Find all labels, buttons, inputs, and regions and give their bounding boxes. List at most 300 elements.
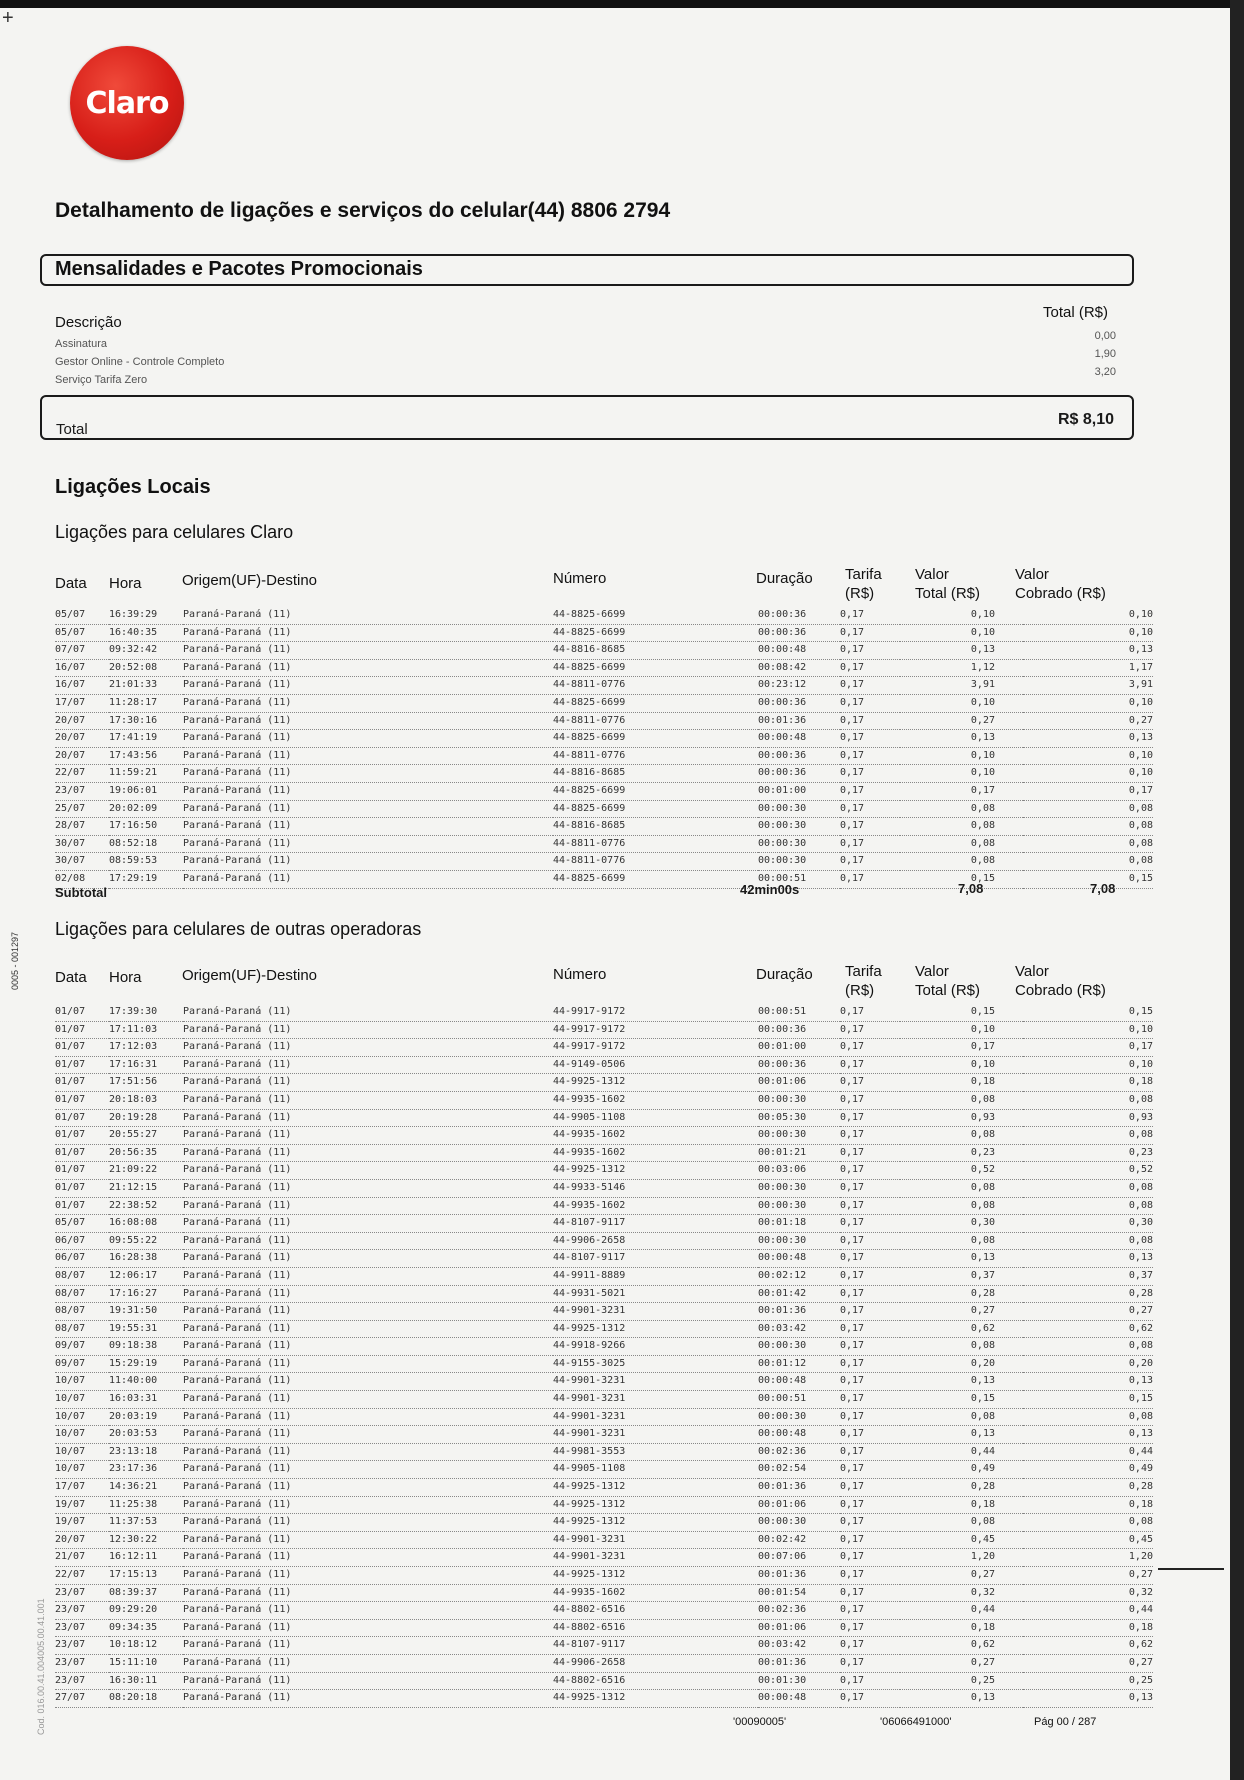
cell-numero: 44-8825-6699: [553, 870, 758, 888]
cell-duracao: 00:00:48: [758, 1250, 840, 1268]
cell-numero: 44-9149-0506: [553, 1056, 758, 1074]
cell-hora: 08:59:53: [109, 853, 183, 871]
cell-numero: 44-9925-1312: [553, 1162, 758, 1180]
cell-tarifa: 0,17: [840, 677, 900, 695]
cell-vtotal: 0,27: [900, 1654, 1023, 1672]
cell-vcobrado: 0,08: [1023, 1197, 1153, 1215]
cell-tarifa: 0,17: [840, 730, 900, 748]
cell-vcobrado: 0,62: [1023, 1637, 1153, 1655]
cell-hora: 20:02:09: [109, 800, 183, 818]
cell-vcobrado: 0,15: [1023, 1004, 1153, 1021]
cell-vcobrado: 0,52: [1023, 1162, 1153, 1180]
header-hora: Hora: [109, 575, 142, 592]
cell-origem: Paraná-Paraná (11): [183, 1232, 553, 1250]
cell-origem: Paraná-Paraná (11): [183, 677, 553, 695]
cell-tarifa: 0,17: [840, 659, 900, 677]
cell-data: 01/07: [55, 1144, 109, 1162]
cell-vtotal: 0,08: [900, 1179, 1023, 1197]
header-duracao: Duração: [756, 966, 813, 983]
cell-duracao: 00:00:48: [758, 730, 840, 748]
cell-numero: 44-8811-0776: [553, 677, 758, 695]
cell-hora: 17:15:13: [109, 1567, 183, 1585]
cell-hora: 16:30:11: [109, 1672, 183, 1690]
cell-hora: 09:29:20: [109, 1602, 183, 1620]
cell-vtotal: 0,27: [900, 712, 1023, 730]
col-total-rs: Total (R$): [1043, 304, 1109, 321]
table-row: [55, 712, 1153, 730]
cell-vtotal: 0,62: [900, 1320, 1023, 1338]
table-row: [55, 1549, 1153, 1567]
cell-data: 23/07: [55, 1602, 109, 1620]
cell-duracao: 00:00:36: [758, 624, 840, 642]
cell-data: 01/07: [55, 1091, 109, 1109]
cell-numero: 44-8802-6516: [553, 1602, 758, 1620]
outras-subsection-title: Ligações para celulares de outras operadoras: [55, 919, 422, 939]
cell-vcobrado: 0,30: [1023, 1215, 1153, 1233]
cell-data: 23/07: [55, 1637, 109, 1655]
page-title: Detalhamento de ligações e serviços do celular(44) 8806 2794: [55, 199, 671, 222]
side-code: 0005 - 001297: [10, 931, 20, 990]
cell-numero: 44-9925-1312: [553, 1320, 758, 1338]
cell-duracao: 00:00:30: [758, 1408, 840, 1426]
cell-origem: Paraná-Paraná (11): [183, 1584, 553, 1602]
scan-right-edge: [1230, 0, 1244, 1780]
cell-hora: 08:52:18: [109, 835, 183, 853]
table-row: [55, 1056, 1153, 1074]
cell-vcobrado: 0,10: [1023, 747, 1153, 765]
cell-tarifa: 0,17: [840, 818, 900, 836]
cell-data: 19/07: [55, 1514, 109, 1532]
cell-hora: 20:18:03: [109, 1091, 183, 1109]
cell-tarifa: 0,17: [840, 800, 900, 818]
cell-data: 02/08: [55, 870, 109, 888]
cell-hora: 16:39:29: [109, 607, 183, 624]
table-row: [55, 624, 1153, 642]
cell-vtotal: 0,28: [900, 1479, 1023, 1497]
cell-hora: 16:40:35: [109, 624, 183, 642]
cell-tarifa: 0,17: [840, 747, 900, 765]
cell-vcobrado: 0,62: [1023, 1320, 1153, 1338]
cell-origem: Paraná-Paraná (11): [183, 1496, 553, 1514]
cell-tarifa: 0,17: [840, 1426, 900, 1444]
cell-vtotal: 0,28: [900, 1285, 1023, 1303]
cell-duracao: 00:00:30: [758, 818, 840, 836]
cell-vtotal: 0,13: [900, 1250, 1023, 1268]
cell-vtotal: 0,13: [900, 1690, 1023, 1708]
cell-tarifa: 0,17: [840, 1479, 900, 1497]
cell-tarifa: 0,17: [840, 1654, 900, 1672]
cell-origem: Paraná-Paraná (11): [183, 1127, 553, 1145]
cell-numero: 44-9935-1602: [553, 1144, 758, 1162]
cell-vcobrado: 0,10: [1023, 1056, 1153, 1074]
cell-numero: 44-8802-6516: [553, 1672, 758, 1690]
calls-table-outras: [55, 1004, 1153, 1708]
cell-vtotal: 0,08: [900, 1338, 1023, 1356]
cell-data: 05/07: [55, 624, 109, 642]
cell-tarifa: 0,17: [840, 1549, 900, 1567]
cell-origem: Paraná-Paraná (11): [183, 853, 553, 871]
cell-hora: 17:12:03: [109, 1039, 183, 1057]
cell-tarifa: 0,17: [840, 1267, 900, 1285]
table-row: [55, 1197, 1153, 1215]
cell-hora: 10:18:12: [109, 1637, 183, 1655]
cell-duracao: 00:01:36: [758, 1567, 840, 1585]
cell-origem: Paraná-Paraná (11): [183, 1567, 553, 1585]
cell-hora: 17:11:03: [109, 1021, 183, 1039]
cell-data: 23/07: [55, 782, 109, 800]
cell-duracao: 00:00:30: [758, 1091, 840, 1109]
cell-vcobrado: 0,13: [1023, 730, 1153, 748]
cell-vcobrado: 0,28: [1023, 1479, 1153, 1497]
cell-hora: 20:52:08: [109, 659, 183, 677]
cell-origem: Paraná-Paraná (11): [183, 1549, 553, 1567]
cell-origem: Paraná-Paraná (11): [183, 1338, 553, 1356]
cell-origem: Paraná-Paraná (11): [183, 1373, 553, 1391]
cell-origem: Paraná-Paraná (11): [183, 607, 553, 624]
cell-hora: 19:31:50: [109, 1303, 183, 1321]
cell-duracao: 00:08:42: [758, 659, 840, 677]
cell-numero: 44-9917-9172: [553, 1039, 758, 1057]
cell-hora: 19:06:01: [109, 782, 183, 800]
cell-tarifa: 0,17: [840, 1338, 900, 1356]
table-row: [55, 1144, 1153, 1162]
cell-duracao: 00:03:06: [758, 1162, 840, 1180]
registration-mark: +: [2, 7, 14, 29]
cell-data: 22/07: [55, 765, 109, 783]
cell-hora: 11:40:00: [109, 1373, 183, 1391]
cell-hora: 16:08:08: [109, 1215, 183, 1233]
cell-duracao: 00:00:30: [758, 800, 840, 818]
cell-hora: 17:30:16: [109, 712, 183, 730]
cell-data: 10/07: [55, 1443, 109, 1461]
cell-numero: 44-9901-3231: [553, 1408, 758, 1426]
cell-data: 08/07: [55, 1303, 109, 1321]
cell-vtotal: 0,27: [900, 1567, 1023, 1585]
cell-vcobrado: 0,10: [1023, 765, 1153, 783]
cell-data: 01/07: [55, 1179, 109, 1197]
cell-tarifa: 0,17: [840, 1303, 900, 1321]
cell-data: 10/07: [55, 1408, 109, 1426]
cell-vtotal: 0,25: [900, 1672, 1023, 1690]
cell-numero: 44-9925-1312: [553, 1690, 758, 1708]
header-tarifa: Tarifa: [845, 963, 882, 980]
cell-origem: Paraná-Paraná (11): [183, 1179, 553, 1197]
table-row: [55, 1690, 1153, 1708]
cell-hora: 20:56:35: [109, 1144, 183, 1162]
calls-table-outras-body: [55, 1004, 1153, 1707]
cell-vcobrado: 0,32: [1023, 1584, 1153, 1602]
cell-duracao: 00:01:30: [758, 1672, 840, 1690]
cell-vcobrado: 0,27: [1023, 1654, 1153, 1672]
cell-numero: 44-8825-6699: [553, 730, 758, 748]
cell-tarifa: 0,17: [840, 1004, 900, 1021]
cell-vcobrado: 0,25: [1023, 1672, 1153, 1690]
table-row: [55, 1039, 1153, 1057]
table-row: [55, 1162, 1153, 1180]
table-row: [55, 659, 1153, 677]
header-valor-cobrado: Valor: [1015, 963, 1049, 980]
cell-tarifa: 0,17: [840, 1144, 900, 1162]
header-valor-cobrado-unit: Cobrado (R$): [1015, 585, 1106, 602]
cell-origem: Paraná-Paraná (11): [183, 1320, 553, 1338]
cell-data: 05/07: [55, 607, 109, 624]
cell-data: 01/07: [55, 1004, 109, 1021]
table-row: [55, 1443, 1153, 1461]
table-row: [55, 694, 1153, 712]
cell-vcobrado: 0,93: [1023, 1109, 1153, 1127]
scan-top-edge: [0, 0, 1244, 8]
header-numero: Número: [553, 966, 607, 983]
claro-logo: [70, 46, 184, 160]
cell-numero: 44-9935-1602: [553, 1091, 758, 1109]
cell-duracao: 00:00:51: [758, 870, 840, 888]
cell-data: 08/07: [55, 1285, 109, 1303]
cell-duracao: 00:01:00: [758, 1039, 840, 1057]
cell-origem: Paraná-Paraná (11): [183, 782, 553, 800]
cell-vtotal: 0,45: [900, 1531, 1023, 1549]
cell-origem: Paraná-Paraná (11): [183, 1654, 553, 1672]
cell-vcobrado: 0,13: [1023, 1690, 1153, 1708]
footer-code-2: '06066491000': [880, 1716, 952, 1728]
cell-vtotal: 0,15: [900, 1004, 1023, 1021]
claro-subsection-title: Ligações para celulares Claro: [55, 522, 294, 542]
cell-numero: 44-9935-1602: [553, 1197, 758, 1215]
header-valor-cobrado: Valor: [1015, 566, 1049, 583]
cell-tarifa: 0,17: [840, 835, 900, 853]
table-row: [55, 1355, 1153, 1373]
table-row: [55, 782, 1153, 800]
cell-data: 01/07: [55, 1074, 109, 1092]
cell-hora: 15:11:10: [109, 1654, 183, 1672]
cell-numero: 44-8816-8685: [553, 642, 758, 660]
cell-vcobrado: 0,27: [1023, 1303, 1153, 1321]
cell-vtotal: 0,10: [900, 1021, 1023, 1039]
table-row: [55, 1267, 1153, 1285]
cell-vtotal: 1,12: [900, 659, 1023, 677]
cell-data: 10/07: [55, 1461, 109, 1479]
cell-hora: 17:43:56: [109, 747, 183, 765]
cell-vcobrado: 0,28: [1023, 1285, 1153, 1303]
cell-duracao: 00:00:30: [758, 1232, 840, 1250]
cell-numero: 44-9935-1602: [553, 1127, 758, 1145]
cell-data: 01/07: [55, 1162, 109, 1180]
cell-data: 23/07: [55, 1619, 109, 1637]
cell-duracao: 00:05:30: [758, 1109, 840, 1127]
cell-hora: 16:03:31: [109, 1391, 183, 1409]
cell-vtotal: 0,10: [900, 1056, 1023, 1074]
mensalidades-title: Mensalidades e Pacotes Promocionais: [55, 258, 423, 280]
cell-vtotal: 0,62: [900, 1637, 1023, 1655]
cell-data: 01/07: [55, 1056, 109, 1074]
cell-tarifa: 0,17: [840, 624, 900, 642]
cell-duracao: 00:00:48: [758, 1426, 840, 1444]
mensalidade-desc: Gestor Online - Controle Completo: [55, 356, 225, 368]
cell-tarifa: 0,17: [840, 1127, 900, 1145]
cell-numero: 44-8816-8685: [553, 765, 758, 783]
cell-tarifa: 0,17: [840, 712, 900, 730]
cell-origem: Paraná-Paraná (11): [183, 1531, 553, 1549]
cell-duracao: 00:01:18: [758, 1215, 840, 1233]
cell-data: 23/07: [55, 1584, 109, 1602]
cell-vtotal: 0,08: [900, 853, 1023, 871]
mensalidade-value: 0,00: [1094, 330, 1116, 342]
cell-vcobrado: 0,37: [1023, 1267, 1153, 1285]
total-label: Total: [56, 421, 88, 438]
cell-tarifa: 0,17: [840, 1021, 900, 1039]
cell-data: 16/07: [55, 677, 109, 695]
cell-data: 20/07: [55, 712, 109, 730]
cell-vcobrado: 0,10: [1023, 624, 1153, 642]
cell-duracao: 00:01:06: [758, 1496, 840, 1514]
cell-hora: 17:16:31: [109, 1056, 183, 1074]
table-row: [55, 1514, 1153, 1532]
cell-duracao: 00:00:36: [758, 607, 840, 624]
table-row: [55, 1391, 1153, 1409]
cell-duracao: 00:01:36: [758, 1479, 840, 1497]
cell-tarifa: 0,17: [840, 607, 900, 624]
cell-tarifa: 0,17: [840, 1074, 900, 1092]
table-row: [55, 835, 1153, 853]
cell-hora: 17:51:56: [109, 1074, 183, 1092]
cell-duracao: 00:00:48: [758, 1690, 840, 1708]
table-row: [55, 1091, 1153, 1109]
cell-tarifa: 0,17: [840, 1320, 900, 1338]
cell-vtotal: 0,30: [900, 1215, 1023, 1233]
cell-numero: 44-8811-0776: [553, 747, 758, 765]
table-row: [55, 1637, 1153, 1655]
cell-vcobrado: 0,27: [1023, 712, 1153, 730]
table-row: [55, 1250, 1153, 1268]
cell-origem: Paraná-Paraná (11): [183, 1690, 553, 1708]
cell-hora: 16:28:38: [109, 1250, 183, 1268]
cell-duracao: 00:01:00: [758, 782, 840, 800]
cell-vcobrado: 0,15: [1023, 1391, 1153, 1409]
cell-numero: 44-8107-9117: [553, 1637, 758, 1655]
cell-hora: 19:55:31: [109, 1320, 183, 1338]
table-row: [55, 1531, 1153, 1549]
cell-hora: 11:59:21: [109, 765, 183, 783]
cell-vtotal: 0,44: [900, 1602, 1023, 1620]
cell-origem: Paraná-Paraná (11): [183, 835, 553, 853]
cell-hora: 21:12:15: [109, 1179, 183, 1197]
cell-vcobrado: 0,10: [1023, 694, 1153, 712]
cell-numero: 44-8811-0776: [553, 835, 758, 853]
cell-vtotal: 0,10: [900, 765, 1023, 783]
cell-numero: 44-9918-9266: [553, 1338, 758, 1356]
cell-duracao: 00:07:06: [758, 1549, 840, 1567]
table-row: [55, 1654, 1153, 1672]
cell-vtotal: 0,10: [900, 607, 1023, 624]
cell-vcobrado: 0,10: [1023, 1021, 1153, 1039]
cell-duracao: 00:00:30: [758, 1179, 840, 1197]
table-row: [55, 1619, 1153, 1637]
cell-data: 08/07: [55, 1320, 109, 1338]
cell-vtotal: 0,44: [900, 1443, 1023, 1461]
cell-vtotal: 0,13: [900, 1426, 1023, 1444]
cell-tarifa: 0,17: [840, 853, 900, 871]
header-hora: Hora: [109, 969, 142, 986]
cell-origem: Paraná-Paraná (11): [183, 1426, 553, 1444]
cell-hora: 22:38:52: [109, 1197, 183, 1215]
table-row: [55, 1496, 1153, 1514]
cell-duracao: 00:00:51: [758, 1391, 840, 1409]
cell-numero: 44-9911-8889: [553, 1267, 758, 1285]
cell-vtotal: 3,91: [900, 677, 1023, 695]
table-row: [55, 730, 1153, 748]
table-row: [55, 818, 1153, 836]
cell-vcobrado: 0,08: [1023, 1408, 1153, 1426]
cell-vcobrado: 0,08: [1023, 1514, 1153, 1532]
cell-vtotal: 0,08: [900, 835, 1023, 853]
cell-vtotal: 0,27: [900, 1303, 1023, 1321]
cell-vtotal: 0,23: [900, 1144, 1023, 1162]
cell-vtotal: 0,93: [900, 1109, 1023, 1127]
header-valor-total-unit: Total (R$): [915, 585, 981, 602]
table-row: [55, 1179, 1153, 1197]
cell-origem: Paraná-Paraná (11): [183, 1056, 553, 1074]
table-row: [55, 1567, 1153, 1585]
cell-origem: Paraná-Paraná (11): [183, 712, 553, 730]
table-row: [55, 1672, 1153, 1690]
cell-duracao: 00:00:30: [758, 835, 840, 853]
cell-duracao: 00:01:06: [758, 1619, 840, 1637]
cell-duracao: 00:02:42: [758, 1531, 840, 1549]
cell-data: 09/07: [55, 1355, 109, 1373]
cell-origem: Paraná-Paraná (11): [183, 818, 553, 836]
cell-duracao: 00:02:12: [758, 1267, 840, 1285]
cell-vcobrado: 0,20: [1023, 1355, 1153, 1373]
cell-origem: Paraná-Paraná (11): [183, 747, 553, 765]
cell-numero: 44-9933-5146: [553, 1179, 758, 1197]
cell-vtotal: 0,08: [900, 1514, 1023, 1532]
table-row: [55, 870, 1153, 888]
cell-numero: 44-9925-1312: [553, 1074, 758, 1092]
cell-origem: Paraná-Paraná (11): [183, 1408, 553, 1426]
cell-vtotal: 0,52: [900, 1162, 1023, 1180]
cell-tarifa: 0,17: [840, 1514, 900, 1532]
cell-data: 01/07: [55, 1021, 109, 1039]
cell-vtotal: 0,18: [900, 1496, 1023, 1514]
claro-logo-text: Claro: [85, 86, 169, 121]
cell-numero: 44-8811-0776: [553, 853, 758, 871]
table-row: [55, 1584, 1153, 1602]
cell-data: 01/07: [55, 1127, 109, 1145]
table-row: [55, 1215, 1153, 1233]
cell-tarifa: 0,17: [840, 1531, 900, 1549]
cell-data: 06/07: [55, 1250, 109, 1268]
cell-tarifa: 0,17: [840, 1039, 900, 1057]
cell-duracao: 00:01:12: [758, 1355, 840, 1373]
cell-origem: Paraná-Paraná (11): [183, 1267, 553, 1285]
calls-table-claro-body: [55, 607, 1153, 888]
cell-data: 17/07: [55, 1479, 109, 1497]
cell-vtotal: 0,18: [900, 1619, 1023, 1637]
cell-origem: Paraná-Paraná (11): [183, 1004, 553, 1021]
cell-duracao: 00:00:36: [758, 694, 840, 712]
cell-duracao: 00:01:21: [758, 1144, 840, 1162]
cell-vcobrado: 0,08: [1023, 1232, 1153, 1250]
table-row: [55, 1320, 1153, 1338]
cell-data: 06/07: [55, 1232, 109, 1250]
table-row: [55, 800, 1153, 818]
cell-vcobrado: 0,08: [1023, 1179, 1153, 1197]
cell-vtotal: 0,49: [900, 1461, 1023, 1479]
cell-tarifa: 0,17: [840, 1496, 900, 1514]
cell-duracao: 00:00:30: [758, 1514, 840, 1532]
cell-hora: 17:16:50: [109, 818, 183, 836]
cell-tarifa: 0,17: [840, 1461, 900, 1479]
cell-origem: Paraná-Paraná (11): [183, 1250, 553, 1268]
